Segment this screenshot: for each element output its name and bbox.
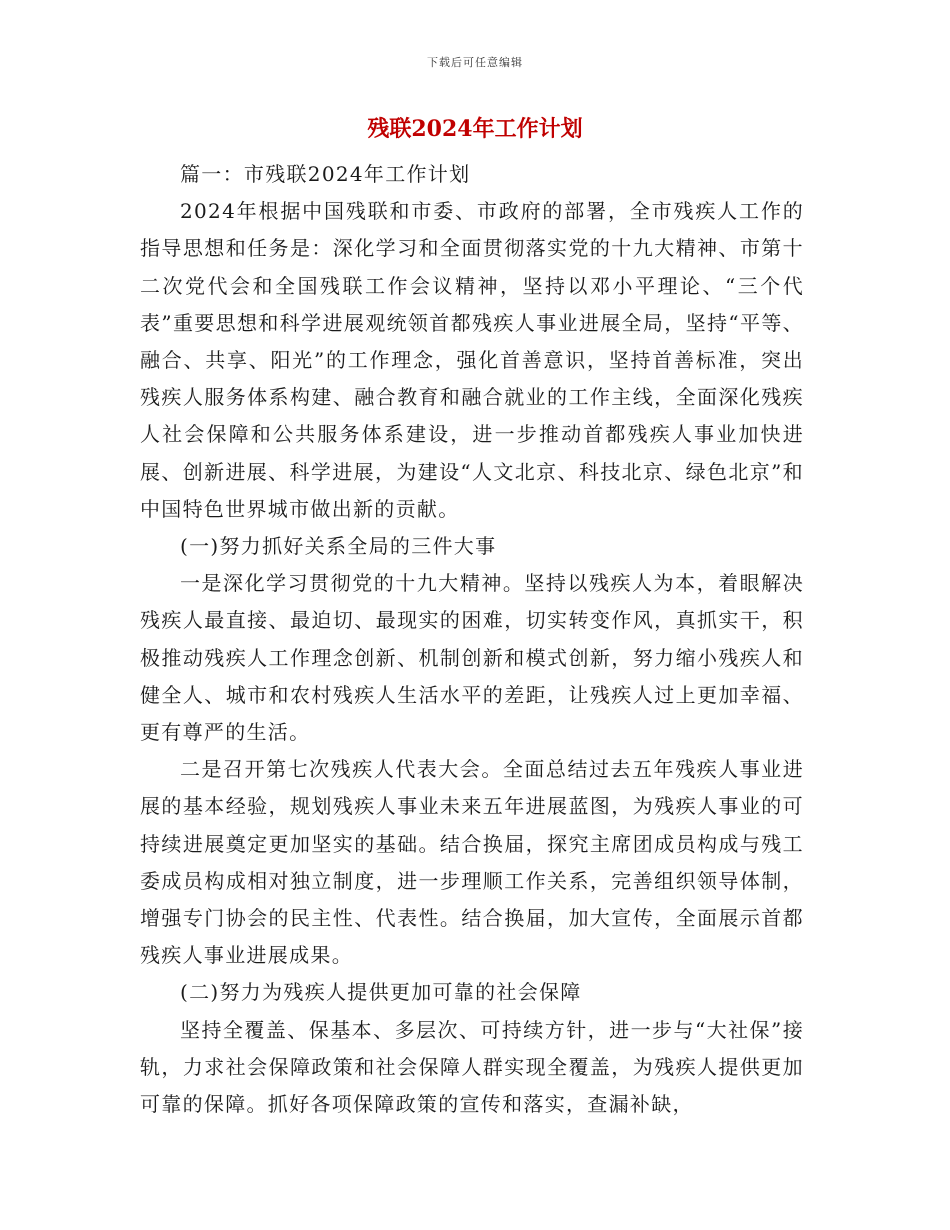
paragraph: 一是深化学习贯彻党的十九大精神。坚持以残疾人为本，着眼解决残疾人最直接、最迫切、最现实的困难，切实转变作风，真抓实干，积极推动残疾人工作理念创新、机制创新和模式创新，努力缩小残疾人和健全人、城市和农村残疾人生活水平的差距，让残疾人过上更加幸福、更有尊严的生活。 (140, 571, 804, 745)
subsection-heading: (二)努力为残疾人提供更加可靠的社会保障 (180, 980, 582, 1005)
paragraph: 坚持全覆盖、保基本、多层次、可持续方针，进一步与“大社保”接轨，力求社会保障政策和社会保障人群实现全覆盖，为残疾人提供更加可靠的保障。抓好各项保障政策的宣传和落实，查漏补缺， (140, 1017, 804, 1117)
paragraph: 2024年根据中国残联和市委、市政府的部署，全市残疾人工作的指导思想和任务是：深化学习和全面贯彻落实党的十九大精神、市第十二次党代会和全国残联工作会议精神，坚持以邓小平理论、“三个代表”重要思想和科学进展观统领首都残疾人事业进展全局，坚持“平等、融合、共享、阳光”的工作理念，强化首善意识，坚持首善标准，突出残疾人服务体系构建、融合教育和融合就业的工作主线，全面深化残疾人社会保障和公共服务体系建设，进一步推动首都残疾人事业加快进展、创新进展、科学进展，为建设“人文北京、科技北京、绿色北京”和中国特色世界城市做出新的贡献。 (140, 199, 804, 521)
document-body (140, 156, 804, 1123)
paragraph: 二是召开第七次残疾人代表大会。全面总结过去五年残疾人事业进展的基本经验，规划残疾人事业未来五年进展蓝图，为残疾人事业的可持续进展奠定更加坚实的基础。结合换届，探究主席团成员构成与残工委成员构成相对独立制度，进一步理顺工作关系，完善组织领导体制，增强专门协会的民主性、代表性。结合换届，加大宣传，全面展示首都残疾人事业进展成果。 (140, 757, 804, 968)
document-title: 残联2024年工作计划 (367, 116, 583, 142)
page-header-note: 下载后可任意编辑 (427, 56, 523, 69)
subsection-heading: (一)努力抓好关系全局的三件大事 (180, 534, 497, 559)
section-heading: 篇一：市残联2024年工作计划 (180, 162, 471, 186)
